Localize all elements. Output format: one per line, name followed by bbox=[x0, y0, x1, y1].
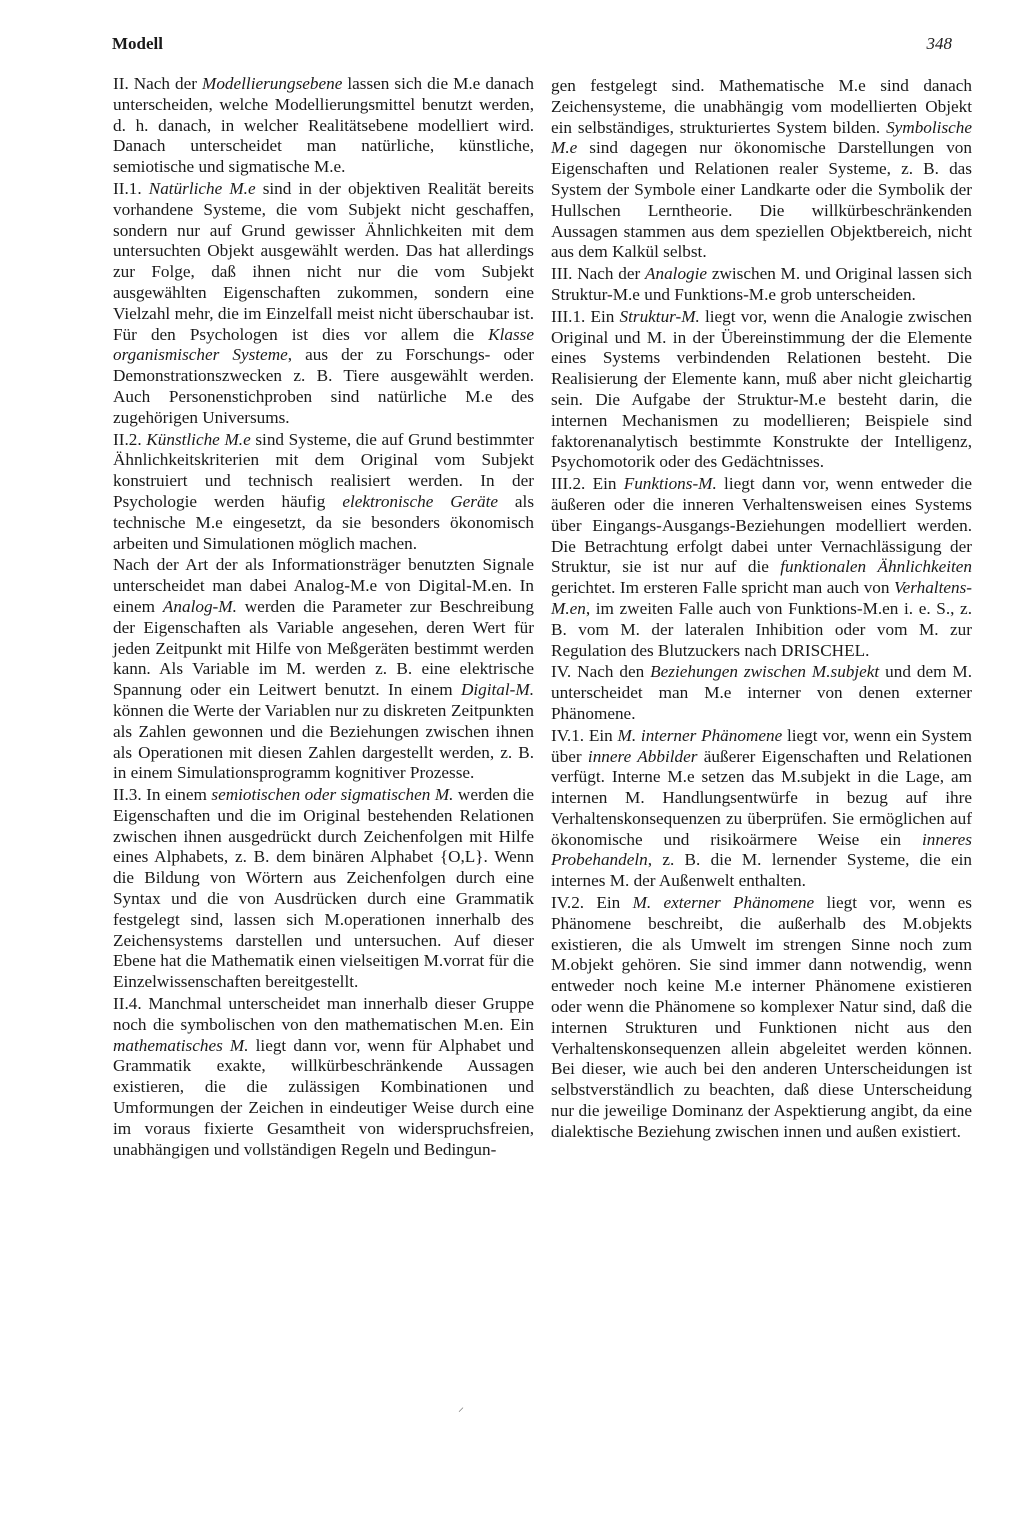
paragraph bbox=[113, 994, 534, 1160]
paragraph bbox=[551, 662, 972, 724]
italic-term: Analog-M. bbox=[162, 596, 237, 616]
text-run: gen festgelegt sind. Mathematische M.e sind danach Zeichensysteme, die unabhängig vom modellierten Objekt ein selbständiges, strukturiertes System bilden. bbox=[551, 76, 972, 137]
paragraph bbox=[113, 179, 534, 429]
italic-term: Verhaltens-M.en bbox=[551, 578, 972, 618]
left-column bbox=[113, 74, 534, 1160]
text-run: sind in der objektiven Realität bereits vorhandene Systeme, die vom Subjekt nicht geschaffen, sondern nur auf Grund gewisser Ähnlichkeiten mit dem untersuchten Objekt ausgewählt werden. Das hat allerdings zur Folge, daß ihnen nicht nur die vom Subjekt ausgewählten Eigenschaften zukommen, sondern eine Vielzahl mehr, die im Einzelfall meist nicht überschaubar ist. Für den Psychologen ist dies vor allem die bbox=[113, 178, 534, 344]
text-run: , aus der zu Forschungs- oder Demonstrationszwecken z. B. Tiere ausgewählt werden. Auch Personenstichproben sind natürliche M.e des zugehörigen Universums. bbox=[113, 345, 534, 427]
italic-term: funktionalen Ähnlichkeiten bbox=[780, 557, 972, 577]
text-run: III. Nach der bbox=[551, 264, 645, 284]
text-run: können die Werte der Variablen nur zu diskreten Zeitpunkten als Zahlen gewonnen und die Beziehungen zwischen ihnen als Operationen mit diesen Zahlen dargestellt werden, z. B. in einem Simulationsprogramm kognitiver Prozesse. bbox=[113, 700, 534, 783]
italic-term: inneres Probehandeln bbox=[551, 829, 972, 870]
italic-term: Künstliche M.e bbox=[146, 429, 251, 449]
text-run: sind dagegen nur ökonomische Darstellungen von Eigenschaften und Relationen realer Systeme, z. B. das System der Symbole einer Landkarte oder die Symbolik der Hullschen Lerntheorie. Die willkürbeschränkenden Aussagen stammen aus dem speziellen Objektbereich, nicht aus dem Kalkül selbst. bbox=[551, 138, 972, 262]
text-run: II. Nach der bbox=[113, 74, 203, 93]
paragraph bbox=[551, 474, 972, 661]
italic-term: M. interner Phänomene bbox=[617, 725, 783, 745]
paragraph bbox=[551, 307, 972, 473]
running-head-title: Modell bbox=[112, 34, 163, 53]
text-run: , im zweiten Falle auch von Funktions-M.en i. e. S., z. B. vom M. der lateralen Inhibition oder vom M. zur Regulation des Blutzuckers nach DRISCHEL. bbox=[551, 598, 972, 660]
text-run: IV.2. Ein bbox=[551, 893, 633, 913]
text-run: als technische M.e eingesetzt, da sie besonders ökonomisch arbeiten und Simulationen möglich machen. bbox=[113, 491, 535, 553]
italic-term: mathematisches M. bbox=[113, 1035, 249, 1055]
italic-term: innere Abbilder bbox=[587, 746, 698, 766]
italic-term: semiotischen oder sigmatischen M. bbox=[211, 785, 454, 805]
text-run: gerichtet. Im ersteren Falle spricht man auch von bbox=[551, 578, 895, 598]
text-run: Nach der Art der als Informationsträger benutzten Signale unterscheidet man dabei Analog-M.e von Digital-M.en. In einem bbox=[113, 555, 534, 616]
italic-term: Modellierungsebene bbox=[202, 74, 343, 93]
text-run: II.4. Manchmal unterscheidet man innerhalb dieser Gruppe noch die symbolischen von den mathematischen M.en. Ein bbox=[113, 994, 534, 1034]
paragraph bbox=[113, 74, 534, 178]
text-run: II.1. bbox=[113, 178, 149, 198]
italic-term: Klasse organismischer Systeme bbox=[113, 324, 534, 365]
italic-term: Funktions-M. bbox=[623, 474, 717, 494]
italic-term: Beziehungen zwischen M.subjekt bbox=[650, 662, 880, 682]
text-run: zwischen M. und Original lassen sich Struktur-M.e und Funktions-M.e grob unterscheiden. bbox=[551, 264, 972, 304]
paragraph bbox=[113, 555, 534, 784]
page-number: 348 bbox=[926, 34, 952, 53]
italic-term: Analogie bbox=[645, 264, 708, 284]
paragraph bbox=[551, 893, 972, 1143]
text-run: , z. B. die M. lernender Systeme, die ein internes M. der Außenwelt enthalten. bbox=[551, 850, 972, 891]
page-header bbox=[112, 34, 952, 60]
text-run: werden die Eigenschaften und die im Original bestehenden Relationen zwischen ihnen ausgedrückt durch Zeichenfolgen mit Hilfe eines Alphabets, z. B. dem binären Alphabet {O,L}. Wenn die Bildung von Wörtern aus Zeichenfolgen durch eine Syntax und die von Ausdrücken durch eine Grammatik festgelegt sind, lassen sich M.operationen innerhalb des Zeichensystems darstellen und untersuchen. Auf dieser Ebene hat die Mathematik einen vielseitigen M.vorrat für die Einzelwissenschaften bereitgestellt. bbox=[113, 785, 534, 992]
italic-term: elektronische Geräte bbox=[342, 491, 498, 511]
text-run: liegt vor, wenn es Phänomene beschreibt, die außerhalb des M.objekts existieren, die als Umwelt im strengen Sinne noch zum M.objekt gehören. Sie sind immer dann notwendig, wenn entweder noch keine M.e interner Phänomene existieren oder wenn die Phänomene so komplexer Natur sind, daß die internen Strukturen und Funktionen nicht aus den Verhaltenskonsequenzen allein abgeleitet werden können. Bei dieser, wie auch bei den anderen Unterscheidungen ist selbstverständlich zu beachten, daß diese Unterscheidung nur die jeweilige Dominanz der Aspektierung angibt, da eine dialektische Beziehung zwischen innen und außen existiert. bbox=[551, 893, 972, 1141]
text-run: II.2. bbox=[113, 429, 147, 449]
paragraph bbox=[113, 785, 534, 993]
text-run: liegt dann vor, wenn entweder die äußeren oder die inneren Verhaltensweisen eines Systems über Eingangs-Ausgangs-Beziehungen modelliert werden. Die Betrachtung erfolgt dabei unter Vernachlässigung der Struktur, sie ist nur auf die bbox=[551, 474, 972, 577]
paragraph bbox=[551, 264, 972, 306]
text-run: sind Systeme, die auf Grund bestimmter Ähnlichkeitskriterien mit dem Original vom Subjekt konstruiert und technisch realisiert werden. In der Psychologie werden häufig bbox=[113, 429, 534, 511]
text-run: liegt vor, wenn die Analogie zwischen Original und M. in der Übereinstimmung der die Elemente eines Systems verbindenden Relationen besteht. Die Realisierung der Elemente kann, muß aber nicht gleichartig sein. Die Aufgabe der Struktur-M.e besteht darin, die internen Mechanismen zu modellieren; Beispiele sind faktorenanalytisch bestimmte Konstrukte der Intelligenz, Psychomotorik oder des Gedächtnisses. bbox=[551, 306, 972, 472]
italic-term: Digital-M. bbox=[460, 680, 534, 700]
text-run: III.1. Ein bbox=[551, 306, 620, 326]
text-run: liegt vor, wenn ein System über bbox=[551, 725, 972, 766]
paragraph bbox=[113, 430, 534, 555]
scan-mark: ⸍ bbox=[458, 1405, 465, 1419]
paragraph bbox=[551, 726, 972, 892]
italic-term: Natürliche M.e bbox=[148, 178, 256, 198]
paragraph bbox=[551, 76, 972, 263]
text-run: liegt dann vor, wenn für Alphabet und Grammatik exakte, willkürbeschränkende Aussagen existieren, die die zulässigen Kombinationen und Umformungen der Zeichen in eindeutiger Weise durch eine im voraus fixierte Gesamtheit von widerspruchsfreien, unabhängigen und vollständigen Regeln und Bedingun- bbox=[113, 1035, 534, 1159]
text-run: werden die Parameter zur Beschreibung der Eigenschaften als Variable angesehen, deren Wert für jeden Zeitpunkt mit Hilfe von Meßgeräten bestimmt werden kann. Als Variable im M. werden z. B. eine elektrische Spannung oder ein Leitwert benutzt. In einem bbox=[113, 596, 534, 700]
italic-term: Struktur-M. bbox=[619, 306, 700, 326]
text-run: äußerer Eigenschaften und Relationen verfügt. Interne M.e setzen das M.subjekt in die Lage, am internen M. Handlungsentwürfe in bezug auf ihre Verhaltenskonsequenzen zu überprüfen. Sie ermöglichen auf ökonomische und risikoärmere Weise ein bbox=[551, 746, 972, 849]
italic-term: M. externer Phänomene bbox=[632, 893, 815, 913]
text-run: II.3. In einem bbox=[113, 785, 212, 805]
italic-term: Symbolische M.e bbox=[551, 117, 972, 158]
right-column bbox=[551, 76, 972, 1143]
text-run: IV.1. Ein bbox=[551, 725, 618, 745]
text-run: III.2. Ein bbox=[551, 474, 624, 494]
text-run: und dem M. unterscheidet man M.e interner von denen externer Phänomene. bbox=[551, 662, 973, 723]
text-run: IV. Nach den bbox=[551, 662, 651, 682]
text-run: lassen sich die M.e danach unterscheiden, welche Modellierungsmittel benutzt werden, d. h. danach, in welcher Realitätsebene modelliert wird. Danach unterscheidet man natürliche, künstliche, semiotische und sigmatische M.e. bbox=[113, 74, 534, 177]
